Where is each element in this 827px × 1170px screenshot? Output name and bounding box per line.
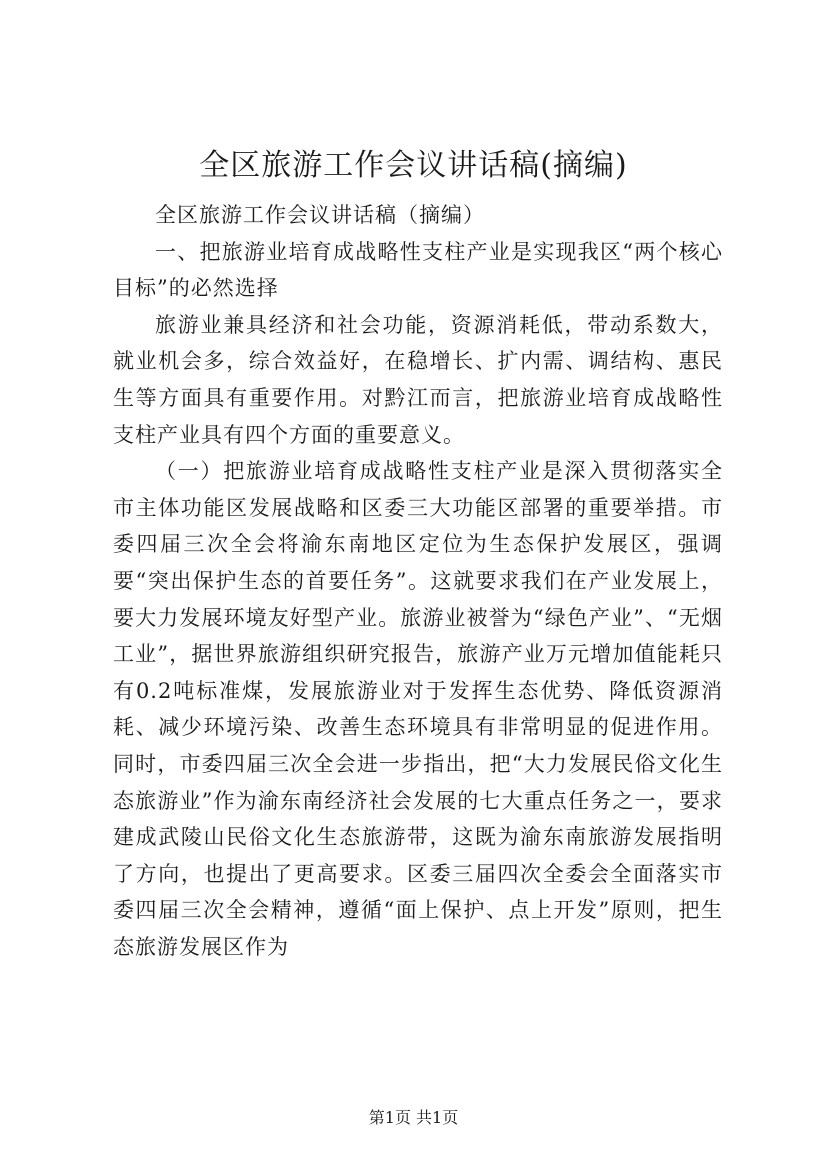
document-body	[113, 197, 723, 965]
paragraph-point-one: （一）把旅游业培育成战略性支柱产业是深入贯彻落实全市主体功能区发展战略和区委三大功能区部署的重要举措。市委四届三次全会将渝东南地区定位为生态保护发展区，强调要“突出保护生态的首要任务”。这就要求我们在产业发展上，要大力发展环境友好型产业。旅游业被誉为“绿色产业”、“无烟工业”，据世界旅游组织研究报告，旅游产业万元增加值能耗只有0.2吨标准煤，发展旅游业对于发挥生态优势、降低资源消耗、减少环境污染、改善生态环境具有非常明显的促进作用。同时，市委四届三次全会进一步指出，把“大力发展民俗文化生态旅游业”作为渝东南经济社会发展的七大重点任务之一，要求建成武陵山民俗文化生态旅游带，这既为渝东南旅游发展指明了方向，也提出了更高要求。区委三届四次全委会全面落实市委四届三次全会精神，遵循“面上保护、点上开发”原则，把生态旅游发展区作为	[113, 459, 723, 959]
paragraph-intro: 旅游业兼具经济和社会功能，资源消耗低，带动系数大，就业机会多，综合效益好，在稳增长、扩内需、调结构、惠民生等方面具有重要作用。对黔江而言，把旅游业培育成战略性支柱产业具有四个方面的重要意义。	[113, 312, 723, 447]
paragraph-section-heading: 一、把旅游业培育成战略性支柱产业是实现我区“两个核心目标”的必然选择	[113, 239, 723, 301]
document-title: 全区旅游工作会议讲话稿(摘编)	[199, 148, 628, 183]
page-footer: 第1页 共1页	[368, 1108, 459, 1127]
paragraph-subtitle: 全区旅游工作会议讲话稿（摘编）	[155, 203, 485, 227]
